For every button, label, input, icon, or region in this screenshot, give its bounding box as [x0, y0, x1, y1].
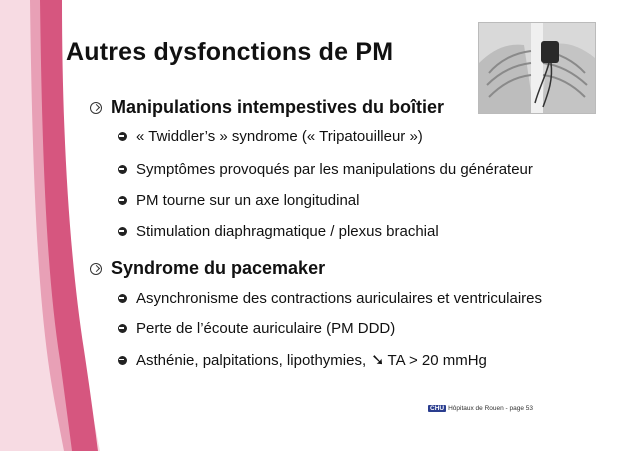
list-item-text: « Twiddler’s » syndrome (« Tripatouilleur ») [136, 128, 423, 145]
list-item [118, 350, 487, 370]
section-2-heading-text: Syndrome du pacemaker [111, 258, 326, 278]
filled-dash-bullet-icon [118, 132, 127, 141]
filled-dash-bullet-icon [118, 356, 127, 365]
filled-dash-bullet-icon [118, 196, 127, 205]
list-item [118, 128, 423, 145]
slide-title: Autres dysfonctions de PM [66, 38, 394, 66]
list-item [118, 223, 439, 240]
filled-dash-bullet-icon [118, 324, 127, 333]
chu-logo: CHU [430, 405, 445, 412]
list-item-text: Stimulation diaphragmatique / plexus brachial [136, 223, 439, 240]
list-item [118, 320, 395, 337]
list-item-text: Symptômes provoqués par les manipulations du générateur [136, 161, 533, 178]
list-item-text: PM tourne sur un axe longitudinal [136, 192, 360, 209]
footer [428, 405, 533, 412]
section-1-heading [90, 97, 444, 118]
list-item-text-suffix: TA > 20 mmHg [387, 351, 487, 369]
section-1-heading-text: Manipulations intempestives du boîtier [111, 97, 445, 117]
list-item [118, 290, 542, 307]
down-right-arrow-icon: ➘ [371, 352, 385, 369]
list-item-text: Asynchronisme des contractions auriculaires et ventriculaires [136, 290, 543, 307]
footer-text: Hôpitaux de Rouen - page 53 [448, 405, 534, 412]
filled-dash-bullet-icon [118, 294, 127, 303]
circle-check-bullet-icon [90, 263, 102, 275]
filled-dash-bullet-icon [118, 227, 127, 236]
filled-dash-bullet-icon [118, 165, 127, 174]
section-2-heading [90, 258, 325, 279]
circle-check-bullet-icon [90, 102, 102, 114]
list-item [118, 161, 533, 178]
xray-drawing [479, 23, 595, 113]
decorative-side-band [0, 0, 120, 451]
list-item-text: Perte de l’écoute auriculaire (PM DDD) [136, 320, 396, 337]
list-item [118, 192, 359, 209]
chest-xray-image [478, 22, 596, 114]
list-item-text: Asthénie, palpitations, lipothymies, [136, 351, 367, 369]
